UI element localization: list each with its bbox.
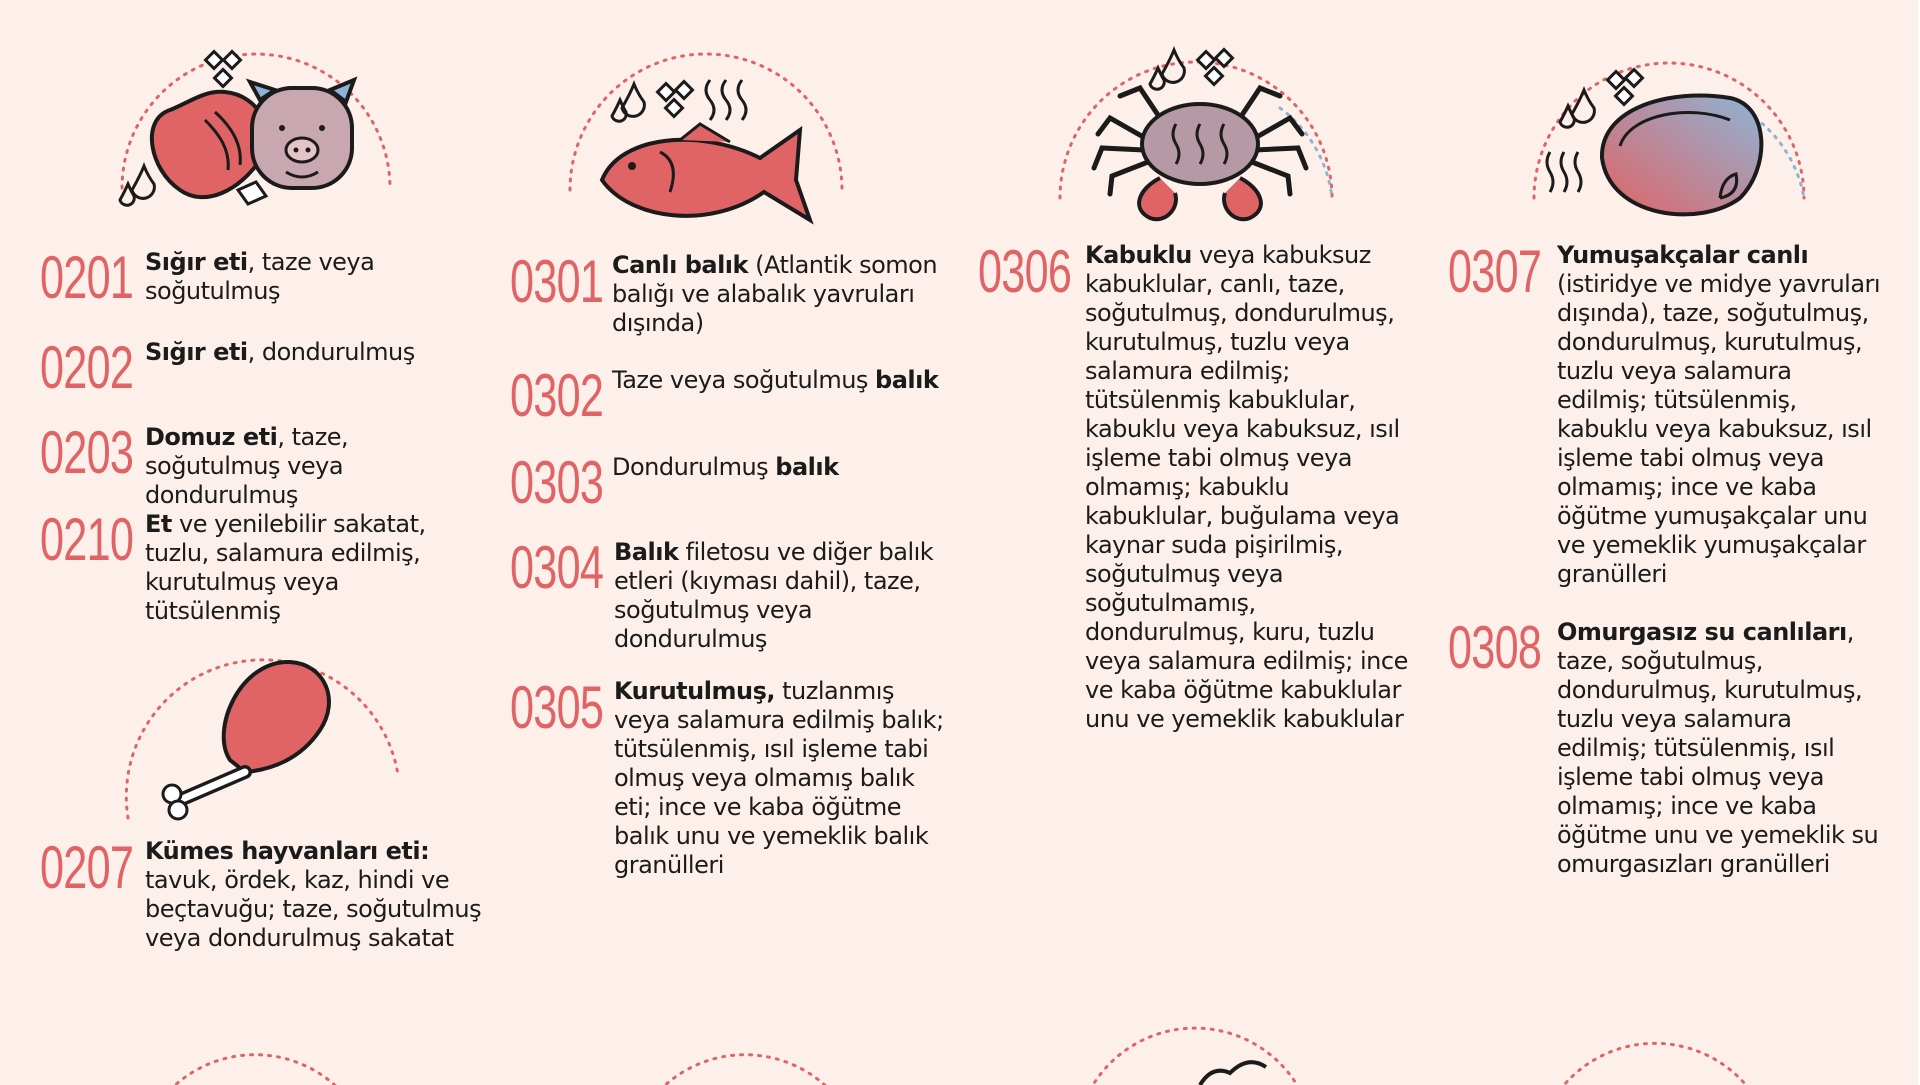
desc-bold: Balık (614, 538, 679, 566)
desc-text: , taze, soğutulmuş veya dondurulmuş (145, 423, 349, 509)
fish-icon (560, 40, 860, 240)
hs-code-0305: 0305 (510, 674, 604, 741)
hs-code-0201: 0201 (40, 244, 134, 311)
desc-bold: Domuz eti (145, 423, 278, 451)
hs-desc-0303 (612, 453, 942, 482)
desc-text: (istiridye ve midye yavruları dışında), taze, soğutulmuş, dondurulmuş, kurutulmuş, tuzlu veya salamura edilmiş; tütsülenmiş, kabuklu veya kabuksuz, ısıl işleme tabi olmuş veya olmamış; ince ve kaba öğütme yumuşakçalar unu ve yemeklik yumuşakçalar granülleri (1557, 270, 1881, 588)
hs-code-0307: 0307 (1448, 238, 1542, 305)
hs-code-0304: 0304 (510, 534, 604, 601)
hs-code-0202: 0202 (40, 334, 134, 401)
desc-bold: Sığır eti (145, 248, 248, 276)
desc-text: , taze veya soğutulmuş (145, 248, 375, 305)
hs-desc-0307 (1557, 241, 1887, 589)
bottom-arcs-decoration (0, 1020, 1920, 1085)
hs-desc-0201 (145, 248, 475, 306)
desc-text: tavuk, ördek, kaz, hindi ve beçtavuğu; taze, soğutulmuş veya dondurulmuş sakatat (145, 866, 482, 952)
hs-desc-0306 (1085, 241, 1415, 734)
desc-text: (Atlantik somon balığı ve alabalık yavruları dışında) (612, 251, 938, 337)
desc-text: ve yenilebilir sakatat, tuzlu, salamura edilmiş, kurutulmuş veya tütsülenmiş (145, 510, 426, 625)
meat-and-pig-icon (110, 40, 410, 240)
desc-pre: Dondurulmuş (612, 453, 776, 481)
desc-bold: Kümes hayvanları eti: (145, 837, 430, 865)
chicken-leg-icon (110, 640, 410, 830)
hs-desc-0207 (145, 837, 485, 953)
desc-text: tuzlanmış veya salamura edilmiş balık; tütsülenmiş, ısıl işleme tabi olmuş veya olmamış balık eti; ince ve kaba öğütme balık unu ve yemeklik balık granülleri (614, 677, 944, 879)
hs-code-0301: 0301 (510, 248, 604, 315)
clam-icon (1520, 28, 1820, 228)
hs-code-0306: 0306 (978, 238, 1072, 305)
desc-pre: Taze veya soğutulmuş (612, 366, 876, 394)
hs-code-0302: 0302 (510, 362, 604, 429)
hs-desc-0302 (612, 366, 942, 395)
desc-bold: balık (775, 453, 839, 481)
desc-text: , dondurulmuş (247, 338, 415, 366)
crab-icon (1050, 28, 1350, 228)
hs-desc-0202 (145, 338, 475, 367)
desc-bold: Et (145, 510, 172, 538)
hs-desc-0304 (614, 538, 944, 654)
desc-bold: Omurgasız su canlıları (1557, 618, 1847, 646)
hs-code-0308: 0308 (1448, 614, 1542, 681)
hs-code-0207: 0207 (40, 834, 134, 901)
hs-code-0210: 0210 (40, 506, 134, 573)
desc-text: filetosu ve diğer balık etleri (kıyması dahil), taze, soğutulmuş veya dondurulmuş (614, 538, 934, 653)
hs-desc-0301 (612, 251, 942, 338)
hs-code-0203: 0203 (40, 419, 134, 486)
desc-bold: Sığır eti (145, 338, 248, 366)
desc-bold: Canlı balık (612, 251, 748, 279)
desc-bold: Kabuklu (1085, 241, 1192, 269)
hs-code-0303: 0303 (510, 449, 604, 516)
desc-bold: Kurutulmuş, (614, 677, 775, 705)
hs-desc-0203 (145, 423, 475, 510)
desc-text: , taze, soğutulmuş, dondurulmuş, kurutulmuş, tuzlu veya salamura edilmiş; tütsülenmiş, ısıl işleme tabi olmuş veya olmamış; ince ve kaba öğütme unu ve yemeklik su omurgasızları granülleri (1557, 618, 1879, 878)
desc-text: veya kabuksuz kabuklular, canlı, taze, soğutulmuş, dondurulmuş, kurutulmuş, tuzlu veya salamura edilmiş; tütsülenmiş kabuklular, kabuklu veya kabuksuz, ısıl işleme tabi olmuş veya olmamış; kabuklu kabuklular, buğulama veya kaynar suda pişirilmiş, soğutulmuş veya soğutulmamış, dondurulmuş, kuru, tuzlu veya salamura edilmiş; ince ve kaba öğütme kabuklular unu ve yemeklik kabuklular (1085, 241, 1408, 733)
desc-bold: balık (875, 366, 939, 394)
hs-desc-0210 (145, 510, 445, 626)
desc-bold: Yumuşakçalar canlı (1557, 241, 1809, 269)
hs-desc-0308 (1557, 618, 1887, 879)
hs-desc-0305 (614, 677, 944, 880)
